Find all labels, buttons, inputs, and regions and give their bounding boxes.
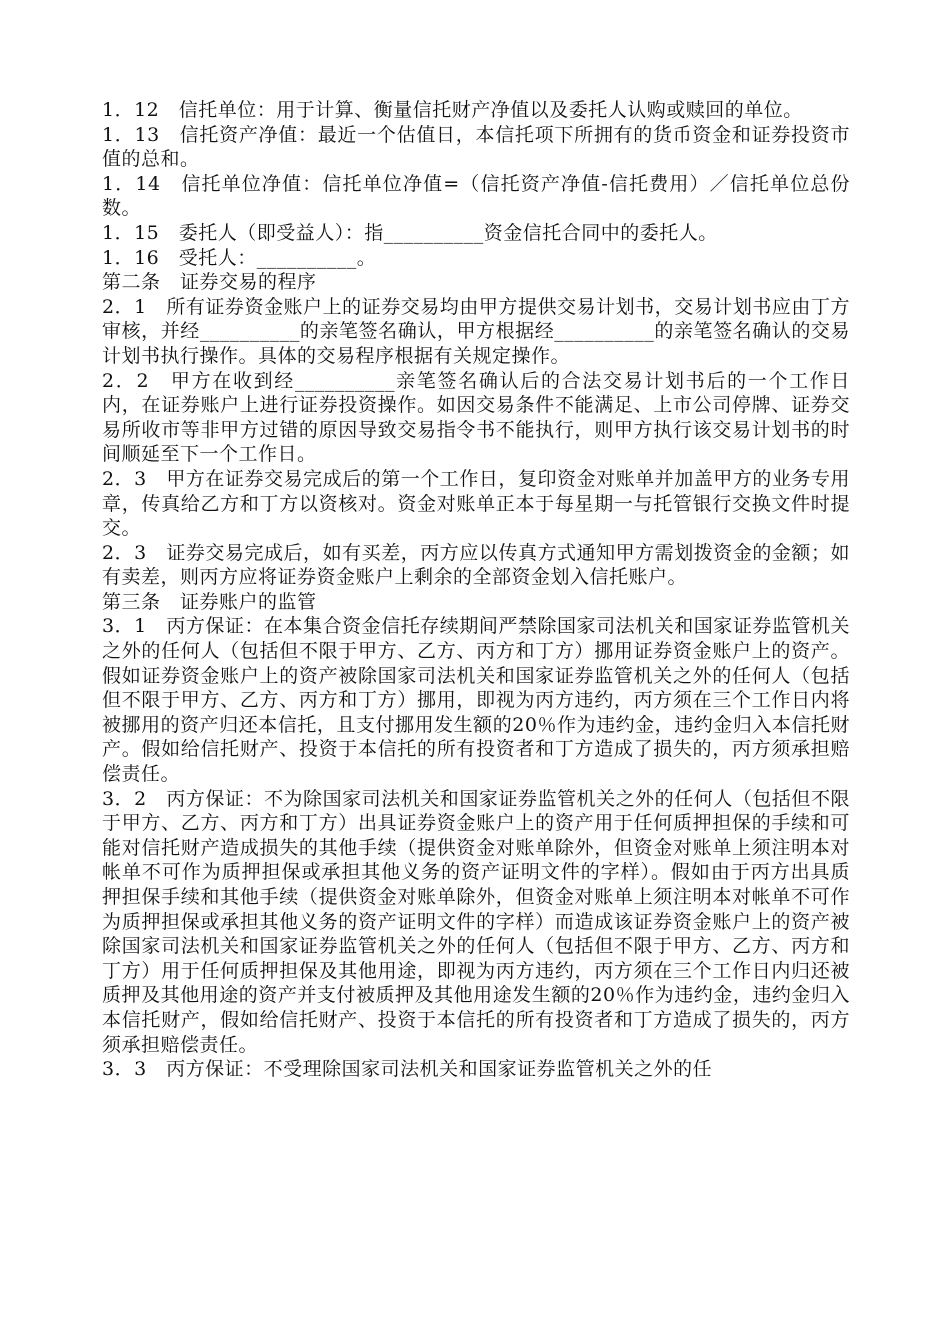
clause-2-3-b: 2．3 证券交易完成后，如有买差，丙方应以传真方式通知甲方需划拨资金的金额；如有卖差，则丙方应将证券资金账户上剩余的全部资金划入信托账户。 xyxy=(102,541,850,589)
clause-1-12: 1．12 信托单位：用于计算、衡量信托财产净值以及委托人认购或赎回的单位。 xyxy=(102,99,803,121)
clause-3-3: 3．3 丙方保证：不受理除国家司法机关和国家证券监管机关之外的任 xyxy=(102,1058,713,1081)
clause-1-15: 1．15 委托人（即受益人）：指__________资金信托合同中的委托人。 xyxy=(102,221,718,244)
clause-2-3-a: 2．3 甲方在证券交易完成后的第一个工作日，复印资金对账单并加盖甲方的业务专用章，传真给乙方和丁方以资核对。资金对账单正本于每星期一与托管银行交换文件时提交。 xyxy=(102,467,850,540)
article-3-heading: 第三条 证券账户的监管 xyxy=(102,590,317,613)
clause-1-14: 1．14 信托单位净值：信托单位净值=（信托资产净值-信托费用）／信托单位总份数。 xyxy=(102,172,850,220)
clause-3-1: 3．1 丙方保证：在本集合资金信托存续期间严禁除国家司法机关和国家证券监管机关之外的任何人（包括但不限于甲方、乙方、丙方和丁方）挪用证券资金账户上的资产。假如证券资金账户上的资产被除国家司法机关和国家证券监管机关之外的任何人（包括但不限于甲方、乙方、丙方和丁方）挪用，即视为丙方违约，丙方须在三个工作日内将被挪用的资产归还本信托，且支付挪用发生额的20％作为违约金，违约金归入本信托财产。假如给信托财产、投资于本信托的所有投资者和丁方造成了损失的，丙方须承担赔偿责任。 xyxy=(102,615,850,786)
clause-3-2: 3．2 丙方保证：不为除国家司法机关和国家证券监管机关之外的任何人（包括但不限于甲方、乙方、丙方和丁方）出具证券资金账户上的资产用于任何质押担保的手续和可能对信托财产造成损失的其他手续（提供资金对账单除外，但资金对账单上须注明本对帐单不可作为质押担保或承担其他义务的资产证明文件的字样）。假如由于丙方出具质押担保手续和其他手续（提供资金对账单除外，但资金对账单上须注明本对帐单不可作为质押担保或承担其他义务的资产证明文件的字样）而造成该证券资金账户上的资产被除国家司法机关和国家证券监管机关之外的任何人（包括但不限于甲方、乙方、丙方和丁方）用于任何质押担保及其他用途，即视为丙方违约，丙方须在三个工作日内归还被质押及其他用途的资产并支付被质押及其他用途发生额的20％作为违约金，违约金归入本信托财产，假如给信托财产、投资于本信托的所有投资者和丁方造成了损失的，丙方须承担赔偿责任。 xyxy=(102,787,850,1056)
clause-2-1: 2．1 所有证券资金账户上的证券交易均由甲方提供交易计划书，交易计划书应由丁方审核，并经__________的亲笔签名确认，甲方根据经__________的亲笔签名确认的交易计划书执行操作。具体的交易程序根据有关规定操作。 xyxy=(102,295,850,367)
document-body xyxy=(102,98,850,1082)
clause-1-16: 1．16 受托人：__________。 xyxy=(102,246,377,269)
article-2-heading: 第二条 证券交易的程序 xyxy=(102,271,317,294)
clause-2-2: 2．2 甲方在收到经__________亲笔签名确认后的合法交易计划书后的一个工作日内，在证券账户上进行证券投资操作。如因交易条件不能满足、上市公司停牌、证券交易所收市等非甲方过错的原因导致交易指令书不能执行，则甲方执行该交易计划书的时间顺延至下一个工作日。 xyxy=(102,369,850,466)
clause-1-13: 1．13 信托资产净值：最近一个估值日，本信托项下所拥有的货币资金和证券投资市值的总和。 xyxy=(102,123,850,171)
